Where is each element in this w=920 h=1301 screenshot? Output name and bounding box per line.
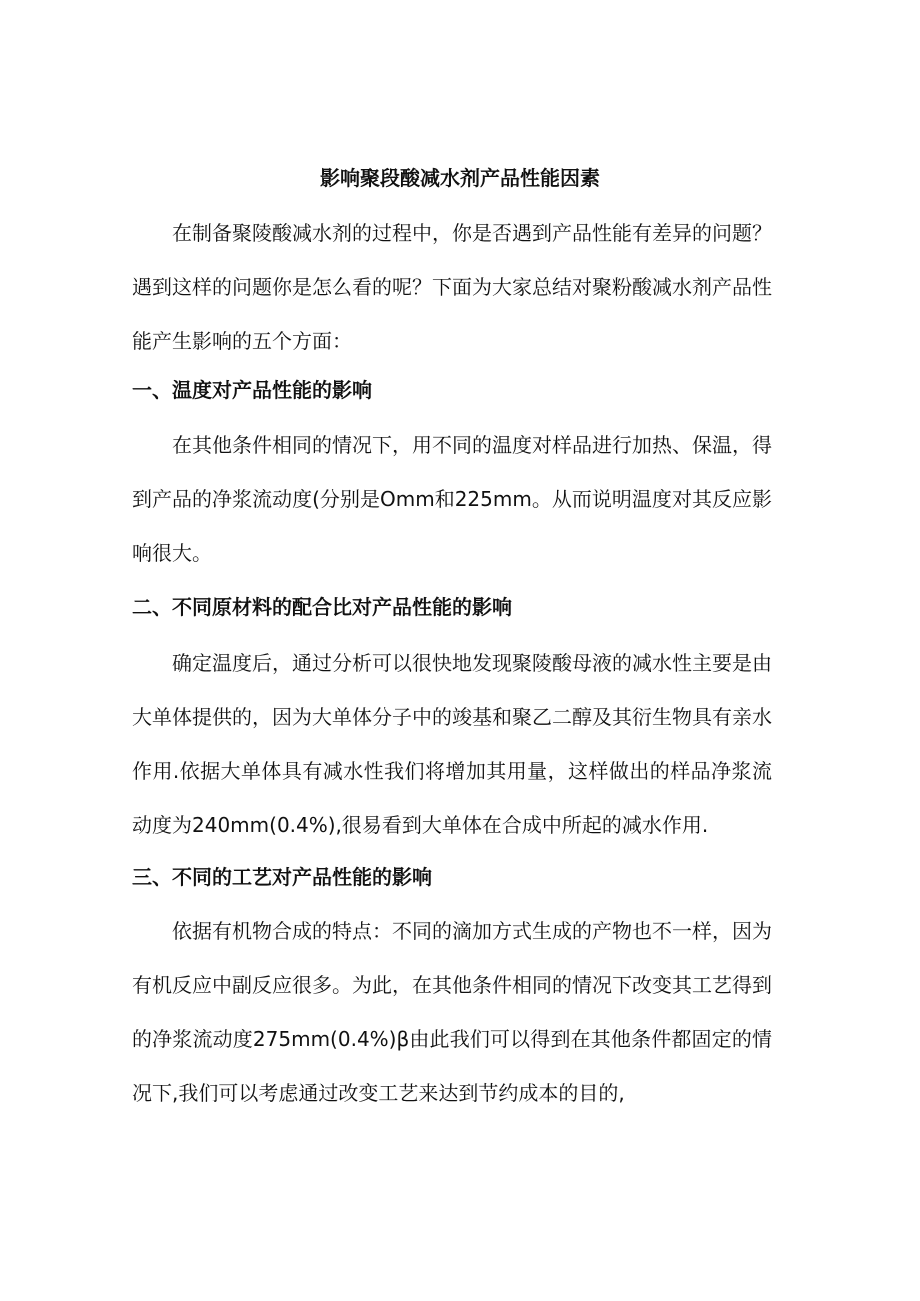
intro-paragraph: 在制备聚陵酸减水剂的过程中，你是否遇到产品性能有差异的问题？遇到这样的问题你是怎么看的呢？下面为大家总结对聚粉酸减水剂产品性能产生影响的五个方面： (132, 221, 772, 353)
section-heading-1: 一、温度对产品性能的影响 (132, 378, 372, 402)
section-body-3: 依据有机物合成的特点：不同的滴加方式生成的产物也不一样，因为有机反应中副反应很多。为此，在其他条件相同的情况下改变其工艺得到的净浆流动度275mm(0.4%)β由此我们可以得到在其他条件都固定的情况下,我们可以考虑通过改变工艺来达到节约成本的目的, (132, 919, 772, 1105)
section-heading-3: 三、不同的工艺对产品性能的影响 (132, 865, 432, 889)
section-heading-2: 二、不同原材料的配合比对产品性能的影响 (132, 595, 512, 619)
document-title: 影响聚段酸减水剂产品性能因素 (320, 166, 600, 190)
section-body-1: 在其他条件相同的情况下，用不同的温度对样品进行加热、保温，得到产品的净浆流动度(分别是Omm和225mm。从而说明温度对其反应影响很大。 (132, 433, 772, 565)
section-body-2: 确定温度后，通过分析可以很快地发现聚陵酸母液的减水性主要是由大单体提供的，因为大单体分子中的竣基和聚乙二醇及其衍生物具有亲水作用.依据大单体具有减水性我们将增加其用量，这样做出的样品净浆流动度为240mm(0.4%),很易看到大单体在合成中所起的减水作用. (132, 651, 772, 837)
